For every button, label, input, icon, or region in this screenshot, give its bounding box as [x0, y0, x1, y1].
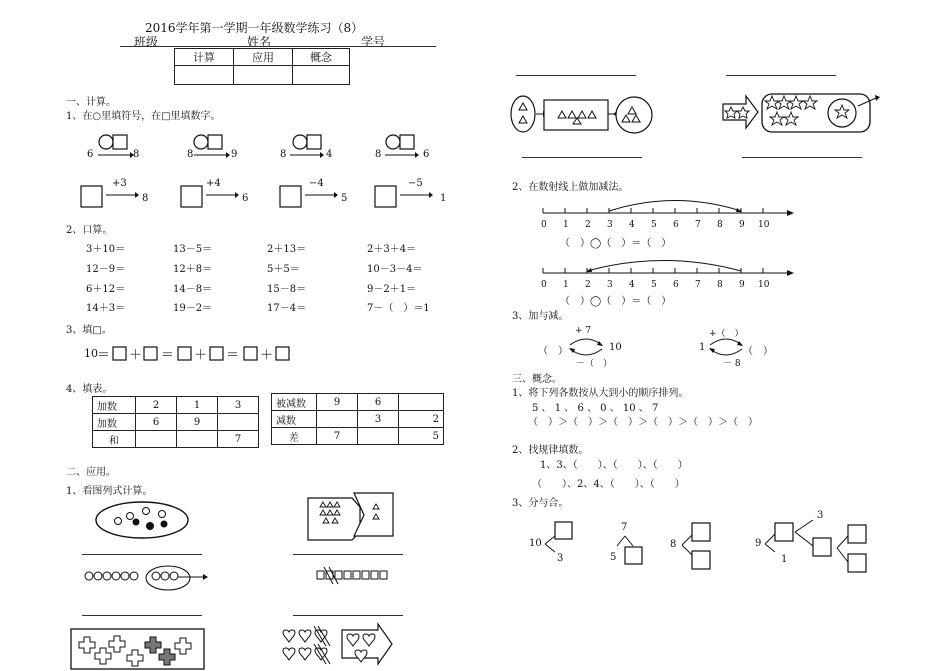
symbol-left-num: 6: [87, 149, 94, 160]
circle-box-arrow-icon: [84, 132, 154, 164]
score-table: [174, 48, 350, 85]
cycle-right: 10: [609, 342, 622, 353]
split-b: [607, 522, 647, 570]
name-label: 姓名: [247, 35, 272, 49]
question-r2: 2、在数射线上做加减法。: [512, 182, 629, 193]
answer-line[interactable]: [82, 554, 202, 555]
answer-line[interactable]: [742, 157, 862, 158]
question-r3: 3、加与减。: [512, 311, 569, 322]
oral-item: 14－8＝: [173, 284, 213, 295]
cell[interactable]: [317, 411, 358, 428]
number-line-2: [541, 256, 797, 296]
oral-item: 17－4＝: [267, 303, 307, 314]
cell: 减数: [272, 411, 317, 428]
stars-picture: [722, 90, 882, 136]
symbol-item: [184, 132, 254, 164]
split-d: [755, 508, 875, 576]
svg-text:＋: ＋: [194, 348, 208, 363]
score-col-concept: 概念: [293, 49, 350, 66]
split-part: 5: [610, 552, 617, 563]
section-calc-heading: 一、计算。: [66, 97, 116, 108]
tick-label: 3: [607, 280, 613, 290]
symbol-item: [278, 132, 348, 164]
class-label: 班级: [134, 35, 159, 49]
answer-line[interactable]: [522, 157, 642, 158]
tick-label: 10: [758, 220, 770, 230]
header-underline: [120, 46, 436, 47]
circles-row-picture: [83, 564, 211, 594]
squares-crossed-picture: [316, 566, 396, 586]
cell: 加数: [93, 397, 136, 414]
cycle-left: 1: [699, 342, 706, 353]
arrow-item: [80, 177, 160, 211]
split-part: 1: [781, 554, 788, 565]
cell: 6: [358, 394, 399, 411]
split-whole: 8: [670, 539, 677, 550]
arrow-item: [180, 177, 260, 211]
tick-label: 9: [739, 220, 745, 230]
oral-item: 14＋3＝: [86, 303, 126, 314]
score-col-apply: 应用: [234, 49, 293, 66]
symbol-item: [84, 132, 154, 164]
split-whole: 7: [621, 522, 628, 533]
triangles-merge-picture: [510, 92, 660, 142]
score-col-calc: 计算: [175, 49, 234, 66]
cycle-right[interactable]: （ ）: [743, 346, 773, 357]
arrow-result: 8: [142, 193, 149, 204]
oral-item: 5＋5＝: [267, 264, 300, 275]
arrow-result: 5: [341, 193, 348, 204]
score-cell[interactable]: [234, 66, 293, 85]
tick-label: 4: [629, 280, 635, 290]
cell: 9: [317, 394, 358, 411]
answer-line[interactable]: [726, 75, 836, 76]
symbol-left-num: 8: [187, 149, 194, 160]
cycle-left[interactable]: （ ）: [538, 346, 568, 357]
cell[interactable]: [358, 428, 399, 445]
tick-label: 8: [717, 280, 723, 290]
pattern-1[interactable]: 1、3、（ ）、（ ）、（ ）: [540, 460, 688, 471]
cell[interactable]: [136, 431, 177, 448]
cycle-2: [697, 325, 797, 367]
tick-label: 9: [739, 280, 745, 290]
cell: 7: [317, 428, 358, 445]
cell: 9: [177, 414, 218, 431]
cell: 3: [218, 397, 259, 414]
symbol-item: [373, 132, 443, 164]
cell: 被减数: [272, 394, 317, 411]
oral-item: 15－8＝: [267, 284, 307, 295]
question-3-1: 1、将下列各数按从大到小的顺序排列。: [512, 388, 689, 399]
oral-item: 6＋12＝: [86, 284, 126, 295]
circle-box-arrow-icon: [184, 132, 254, 164]
oral-item: 12＋8＝: [173, 264, 213, 275]
arrow-result: 6: [242, 193, 249, 204]
number-line-1: [541, 196, 797, 236]
oral-item: 10－3－4＝: [367, 264, 423, 275]
question-1-4: 4、填表。: [66, 384, 113, 395]
oral-item: 2＋3＋4＝: [367, 244, 417, 255]
answer-line[interactable]: [516, 75, 636, 76]
oral-item: 19－2＝: [173, 303, 213, 314]
circle-box-arrow-icon: [278, 132, 348, 164]
cycle-bottom: －（ ）: [576, 359, 613, 369]
question-3-2: 2、找规律填数。: [512, 445, 589, 456]
page-title: 2016学年第一学期一年级数学练习（8）: [145, 21, 364, 35]
cell: 差: [272, 428, 317, 445]
symbol-left-num: 8: [375, 149, 382, 160]
number-line-2-equation[interactable]: （ ）◯（ ）＝（ ）: [560, 296, 672, 307]
cycle-top: + 7: [575, 326, 592, 336]
question-1-2: 2、口算。: [66, 225, 113, 236]
answer-line[interactable]: [293, 615, 403, 616]
sort-numbers: 5 、 1 、 6 、 0 、 10 、 7: [532, 403, 659, 414]
svg-text:＝: ＝: [226, 348, 240, 363]
subtraction-table: [271, 393, 444, 445]
tick-label: 6: [673, 280, 679, 290]
symbol-right-num: 6: [423, 149, 430, 160]
section-apply-heading: 二、应用。: [66, 467, 116, 478]
tick-label: 7: [695, 280, 701, 290]
cell[interactable]: [177, 431, 218, 448]
section-concept-heading: 三、概念。: [512, 374, 562, 385]
answer-line[interactable]: [293, 554, 403, 555]
circle-box-arrow-icon: [373, 132, 443, 164]
oral-item: 7－（ ）＝1: [367, 303, 430, 314]
fill-ten-number: 10: [84, 347, 98, 360]
split-a: [528, 518, 578, 566]
cell: 7: [218, 431, 259, 448]
oral-item: 3＋10＝: [86, 244, 126, 255]
arrow-op: −5: [408, 178, 423, 189]
arrow-op: +3: [112, 178, 127, 189]
split-lines: [755, 508, 875, 576]
symbol-right-num: 8: [133, 149, 140, 160]
tick-label: 4: [629, 220, 635, 230]
crosses-box-picture: [70, 628, 206, 670]
cell: 加数: [93, 414, 136, 431]
score-cell[interactable]: [175, 66, 234, 85]
tick-label: 5: [651, 280, 657, 290]
student-id-label: 学号: [361, 35, 386, 49]
tick-label: 0: [541, 220, 547, 230]
tick-label: 1: [563, 280, 569, 290]
question-3-3: 3、分与合。: [512, 498, 569, 509]
split-part: 3: [557, 553, 564, 564]
split-part: 3: [817, 510, 824, 521]
oral-item: 13－5＝: [173, 244, 213, 255]
triangle-cards-picture: [307, 492, 397, 542]
cell[interactable]: [399, 394, 444, 411]
split-lines: [670, 521, 720, 573]
arrow-op: −4: [309, 178, 324, 189]
score-cell[interactable]: [293, 66, 350, 85]
cycle-bottom: － 8: [723, 359, 741, 369]
question-1-3: 3、填□。: [66, 325, 112, 336]
tick-label: 10: [758, 280, 770, 290]
svg-text:＋: ＋: [129, 348, 143, 363]
cell: 3: [358, 411, 399, 428]
svg-text:＝: ＝: [97, 348, 111, 363]
tick-label: 0: [541, 280, 547, 290]
fill-ten-boxes: [84, 345, 314, 363]
symbol-right-num: 9: [231, 149, 238, 160]
svg-text:＋: ＋: [260, 348, 274, 363]
cell: 2: [136, 397, 177, 414]
symbol-left-num: 8: [280, 149, 287, 160]
cycle-1: [536, 325, 636, 367]
tick-label: 7: [695, 220, 701, 230]
cell: 5: [399, 428, 444, 445]
cycle-top[interactable]: +（ ）: [709, 329, 744, 339]
split-c: [670, 521, 720, 573]
oral-item: 9－2＋1＝: [367, 284, 417, 295]
tick-label: 1: [563, 220, 569, 230]
tick-label: 2: [585, 220, 591, 230]
cell[interactable]: [218, 414, 259, 431]
hearts-arrow-picture: [280, 620, 395, 670]
cell: 1: [177, 397, 218, 414]
tick-label: 6: [673, 220, 679, 230]
question-2-1: 1、看图列式计算。: [66, 486, 153, 497]
answer-line[interactable]: [82, 615, 202, 616]
arrow-item: [279, 177, 359, 211]
addition-table: [92, 396, 259, 448]
cell: 和: [93, 431, 136, 448]
split-whole: 10: [529, 538, 542, 549]
tick-label: 5: [651, 220, 657, 230]
split-whole: 9: [755, 538, 762, 549]
svg-text:＝: ＝: [161, 348, 175, 363]
sort-order[interactable]: （ ）＞（ ）＞（ ）＞（ ）＞（ ）＞（ ）: [528, 417, 758, 428]
arrow-op: +4: [206, 178, 221, 189]
arrow-item: [374, 177, 454, 211]
pattern-2[interactable]: （ ）、2、4、（ ）、（ ）: [532, 479, 685, 490]
question-1-1: 1、在○里填符号，在□里填数字。: [66, 111, 221, 122]
oral-item: 12－9＝: [86, 264, 126, 275]
fill-ten-row: [84, 345, 314, 363]
oral-item: 2＋13＝: [267, 244, 307, 255]
tick-label: 2: [585, 280, 591, 290]
tick-label: 3: [607, 220, 613, 230]
symbol-right-num: 4: [326, 149, 333, 160]
cell: 2: [399, 411, 444, 428]
cell: 6: [136, 414, 177, 431]
dots-ellipse-picture: [94, 500, 190, 540]
arrow-result: 1: [440, 193, 447, 204]
number-line-1-equation[interactable]: （ ）◯（ ）＝（ ）: [560, 238, 672, 249]
tick-label: 8: [717, 220, 723, 230]
